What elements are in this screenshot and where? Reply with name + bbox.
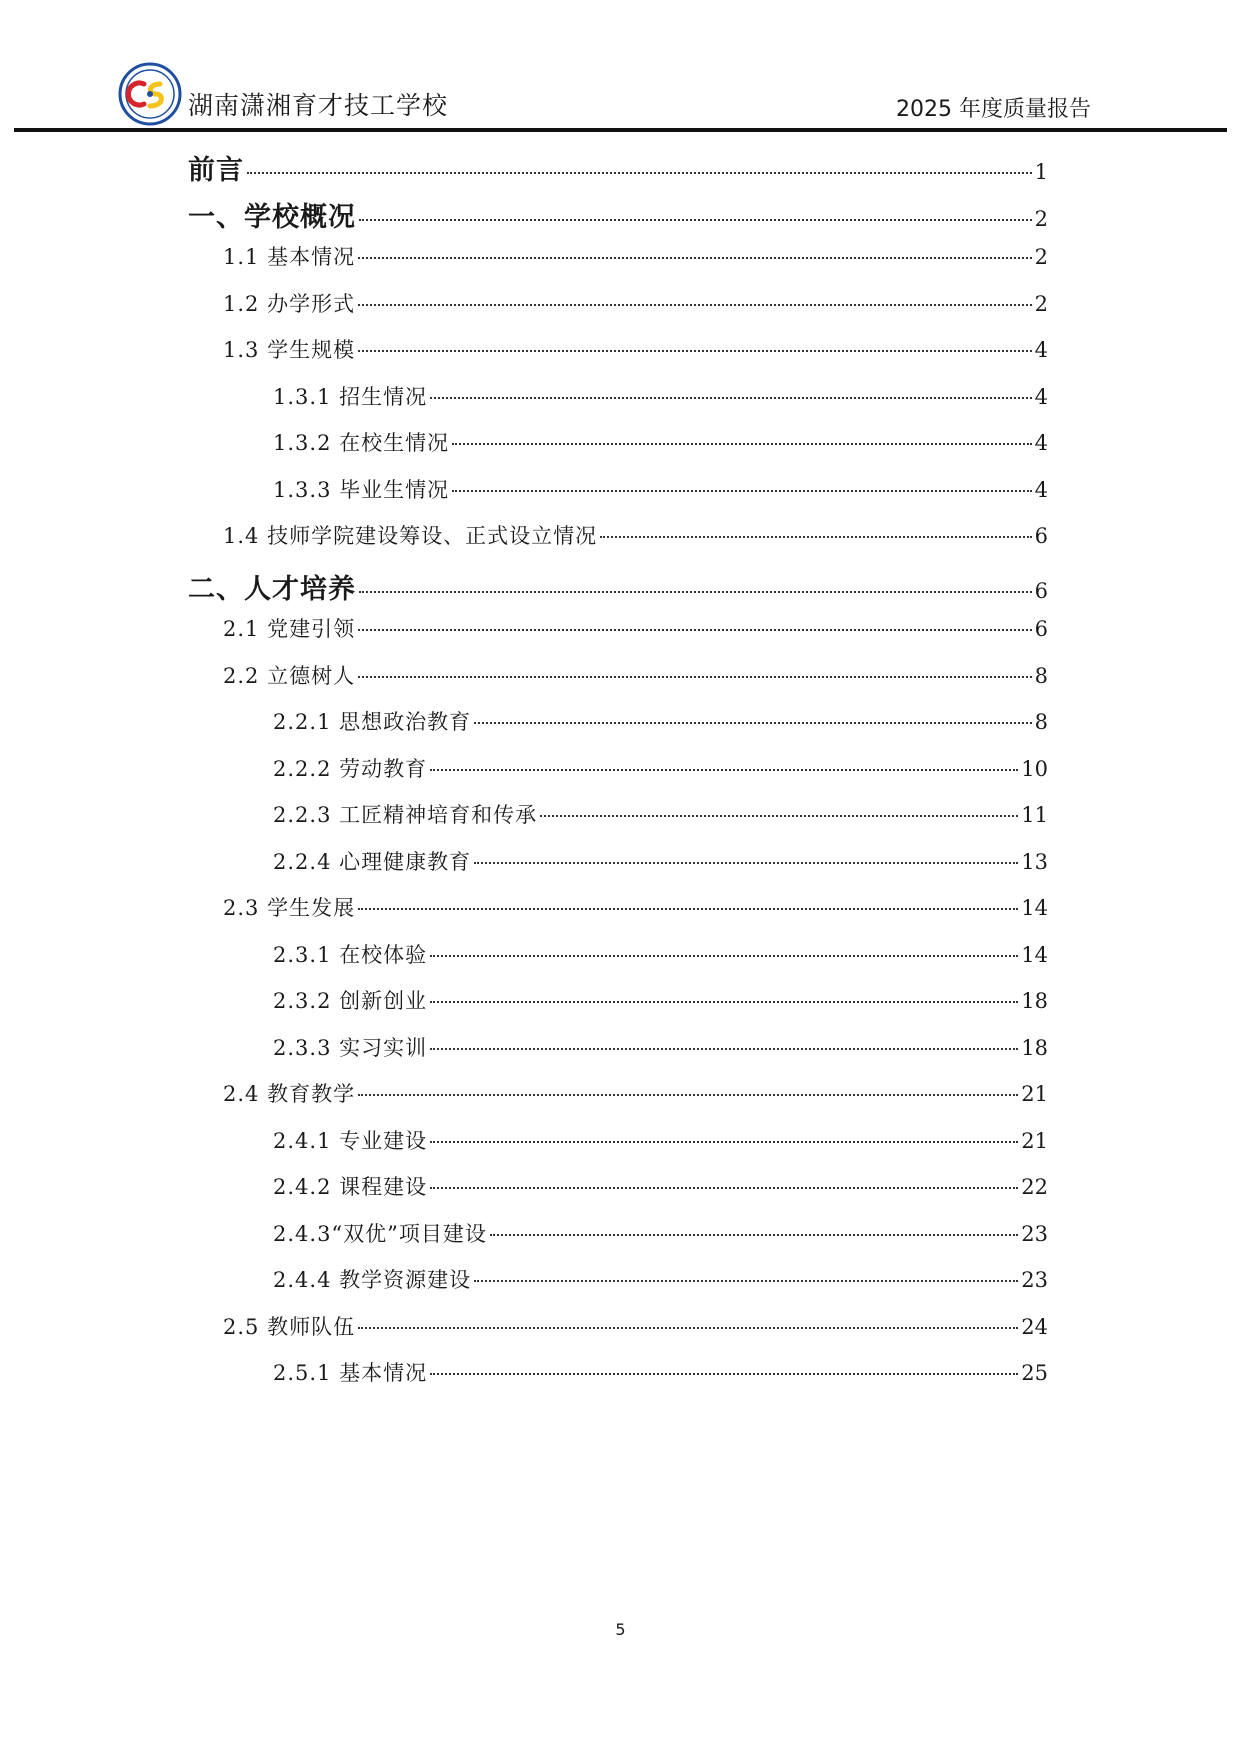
toc-entry[interactable] <box>223 1078 1048 1108</box>
toc-entry-label: 二、人才培养 <box>188 573 356 605</box>
toc-entry-page: 4 <box>1034 431 1048 455</box>
toc-dot-leader <box>358 1327 1018 1329</box>
toc-entry[interactable] <box>273 1171 1048 1201</box>
toc-dot-leader <box>452 443 1032 445</box>
toc-entry-page: 18 <box>1021 1035 1048 1060</box>
toc-entry[interactable] <box>273 1032 1048 1062</box>
toc-entry[interactable] <box>273 1218 1048 1248</box>
toc-entry-label: 1.4 技师学院建设筹设、正式设立情况 <box>223 524 598 548</box>
toc-entry[interactable] <box>273 427 1048 457</box>
page-header <box>0 0 1241 135</box>
toc-entry-label: 1.3.3 毕业生情况 <box>273 477 450 502</box>
toc-entry-page: 22 <box>1021 1175 1048 1199</box>
toc-entry-label: 1.2 办学形式 <box>223 291 356 316</box>
toc-entry[interactable] <box>273 799 1048 829</box>
toc-entry[interactable] <box>223 334 1048 364</box>
toc-entry-label: 1.3 学生规模 <box>223 338 356 362</box>
toc-entry-page: 1 <box>1034 160 1048 184</box>
toc-dot-leader <box>358 629 1032 631</box>
toc-entry-label: 前言 <box>188 155 244 186</box>
toc-dot-leader <box>430 1373 1018 1375</box>
toc-entry[interactable] <box>273 474 1048 504</box>
toc-entry-page: 8 <box>1034 663 1048 688</box>
toc-dot-leader <box>358 1094 1018 1096</box>
toc-entry-page: 4 <box>1034 338 1048 362</box>
toc-entry-page: 11 <box>1021 803 1048 827</box>
toc-entry-page: 24 <box>1021 1314 1048 1339</box>
toc-entry-label: 1.3.2 在校生情况 <box>273 431 450 455</box>
toc-dot-leader <box>359 219 1032 221</box>
toc-dot-leader <box>540 815 1018 817</box>
toc-entry-label: 2.5.1 基本情况 <box>273 1361 428 1385</box>
toc-entry-label: 2.5 教师队伍 <box>223 1314 356 1339</box>
toc-entry-page: 10 <box>1021 756 1048 781</box>
toc-entry-label: 2.2 立德树人 <box>223 663 356 688</box>
toc-entry[interactable] <box>223 613 1048 643</box>
toc-entry[interactable] <box>188 148 1048 187</box>
toc-entry-page: 4 <box>1034 477 1048 502</box>
toc-dot-leader <box>359 591 1032 593</box>
toc-entry-page: 2 <box>1034 291 1048 316</box>
toc-dot-leader <box>600 536 1032 538</box>
toc-entry-page: 21 <box>1021 1082 1048 1106</box>
toc-dot-leader <box>358 350 1032 352</box>
toc-entry-label: 2.4.2 课程建设 <box>273 1175 428 1199</box>
toc-entry-page: 4 <box>1034 384 1048 409</box>
toc-dot-leader <box>452 490 1032 492</box>
toc-entry[interactable] <box>273 381 1048 411</box>
toc-entry-page: 8 <box>1034 710 1048 734</box>
toc-entry-page: 6 <box>1034 617 1048 641</box>
page-number: 5 <box>615 1620 626 1639</box>
toc-entry[interactable] <box>223 892 1048 922</box>
toc-dot-leader <box>358 676 1032 678</box>
toc-entry-page: 25 <box>1021 1361 1048 1385</box>
toc-dot-leader <box>430 1187 1018 1189</box>
toc-entry-label: 2.1 党建引领 <box>223 617 356 641</box>
toc-entry[interactable] <box>273 985 1048 1015</box>
toc-dot-leader <box>358 908 1018 910</box>
toc-entry-label: 2.4.4 教学资源建设 <box>273 1268 472 1292</box>
toc-dot-leader <box>430 769 1018 771</box>
toc-entry-page: 13 <box>1021 849 1048 874</box>
header-divider <box>14 128 1227 132</box>
toc-entry-page: 2 <box>1034 245 1048 269</box>
toc-dot-leader <box>474 862 1018 864</box>
toc-entry-page: 14 <box>1021 896 1048 920</box>
toc-entry-label: 2.4.3“双优”项目建设 <box>273 1221 487 1246</box>
toc-entry-label: 1.3.1 招生情况 <box>273 384 428 409</box>
toc-dot-leader <box>490 1234 1018 1236</box>
toc-dot-leader <box>430 955 1018 957</box>
toc-dot-leader <box>358 257 1032 259</box>
toc-entry[interactable] <box>273 706 1048 736</box>
toc-entry[interactable] <box>223 241 1048 271</box>
school-name: 湖南潇湘育才技工学校 <box>188 91 449 120</box>
toc-entry-page: 23 <box>1021 1268 1048 1292</box>
toc-entry[interactable] <box>223 1311 1048 1341</box>
toc-dot-leader <box>430 1048 1018 1050</box>
toc-dot-leader <box>430 1001 1018 1003</box>
toc-entry[interactable] <box>273 1125 1048 1155</box>
toc-entry-label: 2.3.2 创新创业 <box>273 989 428 1013</box>
toc-entry[interactable] <box>223 660 1048 690</box>
toc-entry[interactable] <box>273 753 1048 783</box>
toc-entry-label: 2.2.4 心理健康教育 <box>273 849 472 874</box>
toc-entry[interactable] <box>273 846 1048 876</box>
toc-entry-label: 2.3.1 在校体验 <box>273 942 428 967</box>
toc-entry-label: 2.4 教育教学 <box>223 1082 356 1106</box>
toc-entry-page: 18 <box>1021 989 1048 1013</box>
toc-entry[interactable] <box>188 195 1048 234</box>
toc-dot-leader <box>474 1280 1018 1282</box>
toc-entry-label: 2.3.3 实习实训 <box>273 1035 428 1060</box>
toc-entry[interactable] <box>273 1264 1048 1294</box>
toc-entry-label: 一、学校概况 <box>188 201 356 233</box>
toc-entry[interactable] <box>273 939 1048 969</box>
toc-entry[interactable] <box>188 567 1048 606</box>
toc-entry-label: 2.3 学生发展 <box>223 896 356 920</box>
toc-dot-leader <box>247 172 1032 174</box>
toc-entry-label: 2.2.1 思想政治教育 <box>273 710 472 734</box>
toc-dot-leader <box>358 304 1032 306</box>
toc-entry-page: 2 <box>1034 206 1048 231</box>
toc-entry[interactable] <box>273 1357 1048 1387</box>
toc-entry-page: 14 <box>1021 942 1048 967</box>
toc-entry-page: 21 <box>1021 1128 1048 1153</box>
toc-dot-leader <box>474 722 1032 724</box>
toc-dot-leader <box>430 397 1032 399</box>
toc-entry-page: 23 <box>1021 1221 1048 1246</box>
toc-entry-label: 1.1 基本情况 <box>223 245 356 269</box>
report-title: 2025 年度质量报告 <box>896 97 1091 122</box>
toc-entry[interactable] <box>223 520 1048 550</box>
toc-entry-label: 2.2.3 工匠精神培育和传承 <box>273 803 538 827</box>
school-logo-icon <box>118 62 182 126</box>
toc-dot-leader <box>430 1141 1018 1143</box>
toc-entry[interactable] <box>223 288 1048 318</box>
toc-entry-page: 6 <box>1034 578 1048 603</box>
toc-entry-label: 2.2.2 劳动教育 <box>273 756 428 781</box>
toc-entry-page: 6 <box>1034 524 1048 548</box>
toc-entry-label: 2.4.1 专业建设 <box>273 1128 428 1153</box>
